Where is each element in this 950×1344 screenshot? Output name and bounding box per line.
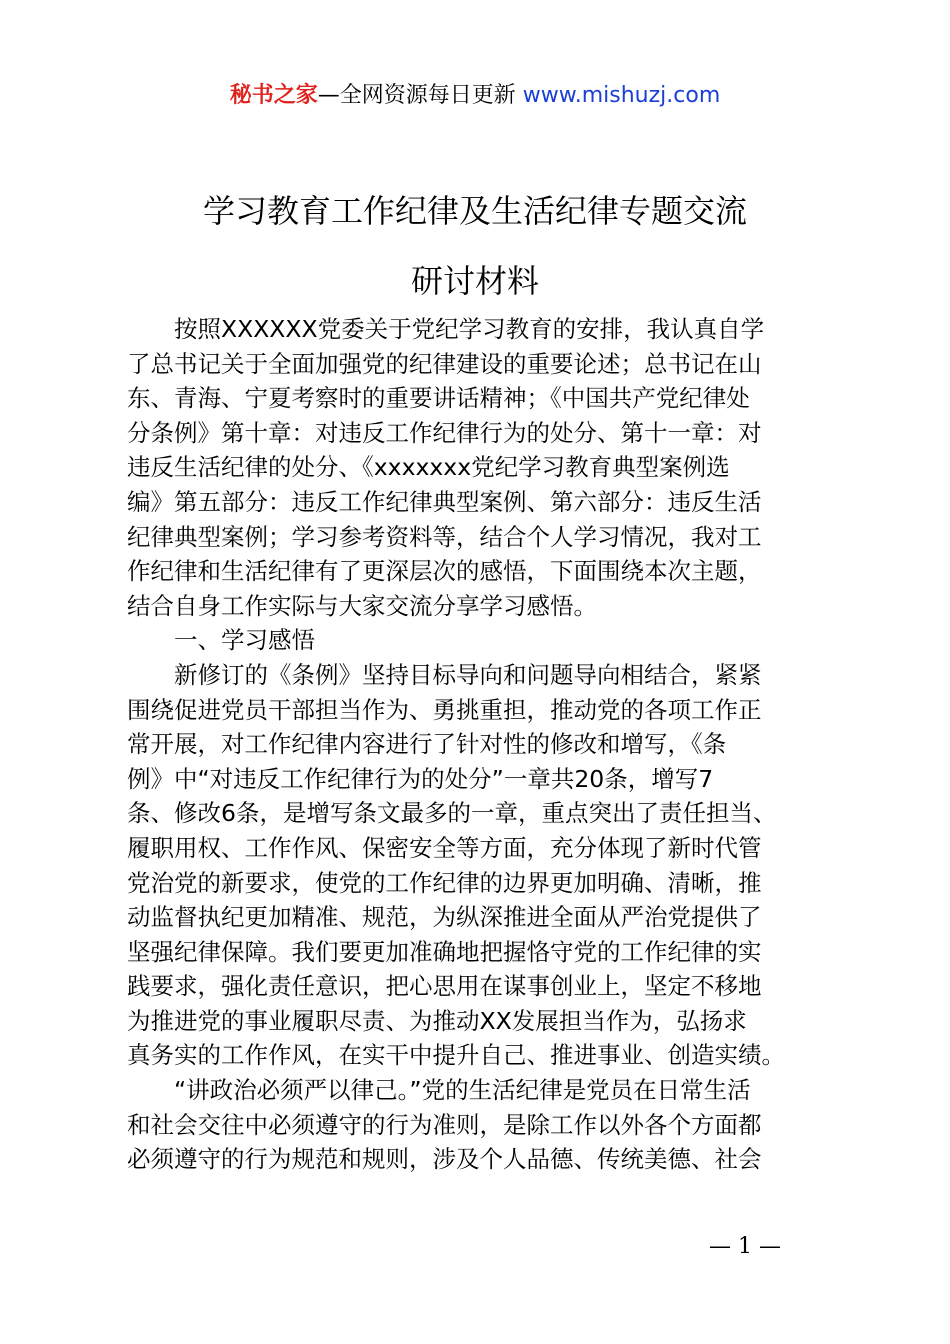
body-line: 条、修改6条，是增写条文最多的一章，重点突出了责任担当、	[127, 799, 777, 828]
site-header	[0, 80, 950, 112]
document-title-line-2: 研讨材料	[410, 262, 539, 300]
body-line: 坚强纪律保障。我们要更加准确地把握恪守党的工作纪律的实	[127, 937, 762, 966]
site-url-link[interactable]: www.mishuzj.com	[522, 83, 721, 108]
header-tagline: —全网资源每日更新	[317, 83, 523, 108]
body-line: 真务实的工作作风，在实干中提升自己、推进事业、创造实绩。	[127, 1041, 785, 1070]
body-line: 常开展，对工作纪律内容进行了针对性的修改和增写，《条	[127, 730, 727, 759]
body-line: 按照XXXXXX党委关于党纪学习教育的安排，我认真自学	[127, 315, 765, 343]
body-line: 东、青海、宁夏考察时的重要讲话精神；《中国共产党纪律处	[127, 384, 750, 413]
body-line: 违反生活纪律的处分、《xxxxxxx党纪学习教育典型案例选	[127, 453, 730, 482]
body-line: 为推进党的事业履职尽责、为推动XX发展担当作为，弘扬求	[127, 1006, 747, 1035]
body-line: 了总书记关于全面加强党的纪律建设的重要论述；总书记在山	[127, 349, 762, 378]
body-line: 践要求，强化责任意识，把心思用在谋事创业上，坚定不移地	[127, 972, 762, 1001]
body-line: 履职用权、工作作风、保密安全等方面，充分体现了新时代管	[127, 833, 762, 862]
section-heading: 一、学习感悟	[127, 626, 315, 655]
page-number: — 1 —	[709, 1234, 781, 1259]
body-line: 围绕促进党员干部担当作为、勇挑重担，推动党的各项工作正	[127, 695, 762, 724]
brand-name: 秘书之家	[229, 83, 318, 108]
body-line: 作纪律和生活纪律有了更深层次的感悟，下面围绕本次主题，	[127, 557, 762, 586]
body-line: 分条例》第十章：对违反工作纪律行为的处分、第十一章：对	[127, 418, 762, 447]
document-body	[127, 312, 837, 1177]
body-line: 和社会交往中必须遵守的行为准则，是除工作以外各个方面都	[127, 1110, 762, 1139]
body-line: 新修订的《条例》坚持目标导向和问题导向相结合，紧紧	[127, 660, 762, 689]
body-line: “讲政治必须严以律己。”党的生活纪律是党员在日常生活	[127, 1076, 751, 1105]
body-line: 动监督执纪更加精准、规范，为纵深推进全面从严治党提供了	[127, 903, 762, 932]
body-line: 例》中“对违反工作纪律行为的处分”一章共20条，增写7	[127, 764, 714, 793]
document-title-line-1: 学习教育工作纪律及生活纪律专题交流	[202, 192, 747, 230]
body-line: 纪律典型案例；学习参考资料等，结合个人学习情况，我对工	[127, 522, 762, 551]
body-line: 编》第五部分：违反工作纪律典型案例、第六部分：违反生活	[127, 487, 762, 516]
body-line: 结合自身工作实际与大家交流分享学习感悟。	[127, 591, 597, 620]
body-line: 党治党的新要求，使党的工作纪律的边界更加明确、清晰，推	[127, 868, 762, 897]
body-line: 必须遵守的行为规范和规则，涉及个人品德、传统美德、社会	[127, 1145, 762, 1174]
